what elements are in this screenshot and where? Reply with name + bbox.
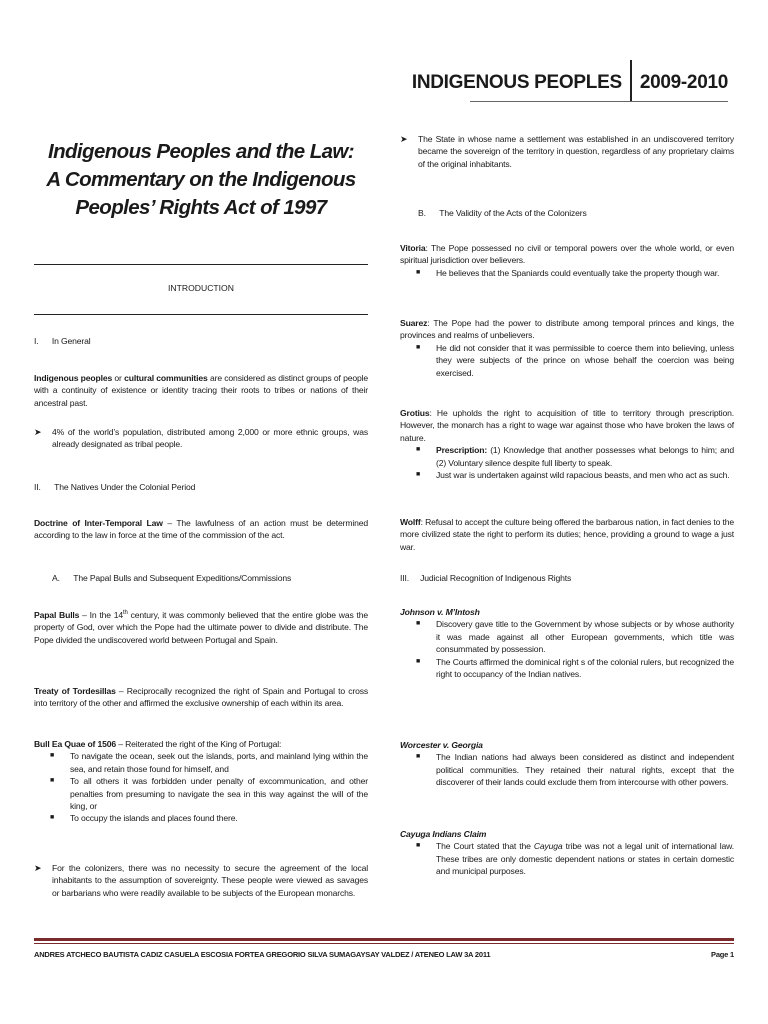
list-item: ■ To all others it was forbidden under penalty of excommunication, and other penalties from presuming to navigate the sea in this way against the will of the king, or — [34, 775, 368, 812]
title-rule-bottom — [34, 314, 368, 315]
subsection-heading-papal-bulls: A. The Papal Bulls and Subsequent Expeditions/Commissions — [52, 573, 292, 583]
paragraph-inter-temporal-law: Doctrine of Inter-Temporal Law – The lawfulness of an action must be determined according to the law in force at the time of the commission of the act. — [34, 518, 369, 541]
paragraph-treaty-tordesillas: Treaty of Tordesillas – Reciprocally recognized the right of Spain and Portugal to cross into territory of the other and affirmed the exclusive ownership of each within its area. — [34, 686, 368, 709]
arrow-item-population: ➤ 4% of the world’s population, distributed among 2,000 or more ethnic groups, was already designated as tribal people. — [34, 427, 368, 450]
section-heading-colonial: II. The Natives Under the Colonial Period — [34, 482, 196, 492]
title-line-2: A Commentary on the Indigenous — [46, 168, 356, 191]
list-item: ■ Discovery gave title to the Government by whose subjects or by whose authority it was made against all other European governments, which title was consummated by possession. — [400, 618, 734, 655]
section-heading-judicial: III. Judicial Recognition of Indigenous Rights — [400, 573, 572, 583]
arrow-bullet-icon: ➤ — [400, 134, 408, 144]
paragraph-indigenous-peoples: Indigenous peoples or cultural communities are considered as distinct groups of people with a continuity of existence or identity tracing their roots to tribes or nations of their ancestral past. — [34, 373, 368, 408]
footer-rule-thick — [34, 938, 734, 941]
page-number: Page 1 — [711, 950, 734, 959]
square-bullet-icon: ■ — [415, 842, 421, 850]
case-title: Cayuga Indians Claim — [400, 829, 487, 839]
arrow-bullet-icon: ➤ — [34, 427, 42, 437]
square-bullet-icon: ■ — [415, 657, 421, 665]
list-item: ■ The Courts affirmed the dominical right s of the colonial rulers, but recognized the right to occupancy of the Indian natives. — [400, 656, 734, 681]
square-bullet-icon: ■ — [415, 753, 421, 761]
paragraph-wolff: Wolff: Refusal to accept the culture being offered the barbarous nation, in fact denies to the more civilized state the right to perform its duties; hence, providing a ground to wage a just war. — [400, 517, 734, 552]
case-cayuga-indians-claim — [400, 828, 734, 878]
arrow-item-colonizers: ➤ For the colonizers, there was no necessity to secure the agreement of the local inhabitants to the assumption of sovereignty. These people were viewed as savages or barbarians who were readily available to be subjects of the European monarchs. — [34, 863, 368, 898]
page-footer — [34, 950, 734, 959]
case-title: Worcester v. Georgia — [400, 740, 483, 750]
paragraph-papal-bulls: Papal Bulls – In the 14th century, it was commonly believed that the entire globe was the property of God, over which the Pope had the ultimate power to divide and distribute. The Pope divided the undiscovered world between Portugal and Spain. — [34, 609, 368, 645]
square-bullet-icon: ■ — [49, 777, 55, 785]
list-item: ■ The Indian nations had always been considered as distinct and independent political communities. They retained their natural rights, except that the discoverer of their lands could exclude them from intercourse with other powers. — [400, 751, 734, 788]
footer-rule-thin — [34, 943, 734, 944]
list-item: ■ The Court stated that the Cayuga tribe was not a legal unit of international law. These tribes are only domestic dependent nations or states in certain domestic and municipal purposes. — [400, 840, 734, 877]
list-item: ■ To occupy the islands and places found there. — [34, 812, 368, 824]
arrow-item-state-sovereign: ➤ The State in whose name a settlement was established in an undiscovered territory became the sovereign of the territory in question, regardless of any proprietary claims of the original inhabitants. — [400, 134, 734, 169]
document-title — [34, 138, 368, 222]
list-item: ■ Prescription: (1) Knowledge that another possesses what belongs to him; and (2) Voluntary silence despite full liberty to speak. — [400, 444, 734, 469]
paragraph-vitoria: Vitoria: The Pope possessed no civil or temporal powers over the whole world, or even spiritual jurisdiction over believers. ■ He believes that the Spaniards could eventually take the property though war. — [400, 243, 734, 278]
term-indigenous-peoples: Indigenous peoples — [34, 373, 113, 383]
section-heading-general: I. In General — [34, 336, 91, 346]
square-bullet-icon: ■ — [415, 471, 421, 479]
subsection-heading-validity: B. The Validity of the Acts of the Colonizers — [418, 208, 587, 218]
square-bullet-icon: ■ — [49, 752, 55, 760]
term-cultural-communities: cultural communities — [124, 373, 208, 383]
case-title: Johnson v. M’Intosh — [400, 607, 480, 617]
footer-authors: ANDRES ATCHECO BAUTISTA CADIZ CASUELA ESCOSIA FORTEA GREGORIO SILVA SUMAGAYSAY VALDEZ / ATENEO LAW 3A 2011 — [34, 950, 491, 959]
header-rule — [470, 101, 728, 102]
square-bullet-icon: ■ — [415, 343, 421, 351]
title-line-1: Indigenous Peoples and the Law: — [47, 140, 355, 163]
paragraph-grotius: Grotius: He upholds the right to acquisition of title to territory through prescription. However, the monarch has a right to wage war against those who have broken the laws of nature. ■ Prescription: (1) Knowledge that another possesses what belongs to him; and (2) Voluntary silence despite full liberty to speak. ■ Just war is undertaken against wild rapacious beasts, and men who act as such. — [400, 408, 734, 481]
case-worcester-v-georgia — [400, 739, 734, 789]
list-item: ■ He believes that the Spaniards could eventually take the property though war. — [400, 267, 734, 279]
title-rule-top — [34, 264, 368, 265]
list-item: ■ Just war is undertaken against wild rapacious beasts, and men who act as such. — [400, 469, 734, 481]
paragraph-suarez: Suarez: The Pope had the power to distribute among temporal princes and kings, the provinces and realms of unbelievers. ■ He did not consider that it was permissible to coerce them into believing, unless they were subjects of the prince on whose behalf the coercion was being exercised. — [400, 318, 734, 378]
square-bullet-icon: ■ — [415, 620, 421, 628]
list-item: ■ He did not consider that it was permissible to coerce them into believing, unless they were subjects of the prince on whose behalf the coercion was being exercised. — [400, 342, 734, 379]
running-header — [412, 60, 728, 102]
arrow-bullet-icon: ➤ — [34, 863, 42, 873]
header-title: INDIGENOUS PEOPLES — [411, 72, 622, 93]
list-item: ■ To navigate the ocean, seek out the islands, ports, and mainland lying within the sea, and retain those found for himself, and — [34, 750, 368, 775]
square-bullet-icon: ■ — [415, 268, 421, 276]
square-bullet-icon: ■ — [49, 814, 55, 822]
square-bullet-icon: ■ — [415, 446, 421, 454]
case-johnson-v-mintosh — [400, 606, 734, 680]
paragraph-bull-ea-quae: Bull Ea Quae of 1506 – Reiterated the right of the King of Portugal: ■ To navigate the ocean, seek out the islands, ports, and mainland lying within the sea, and retain those found for himself, and ■ To all others it was forbidden under penalty of excommunication, and other penalties from presuming to navigate the sea in this way against the will of the king, or ■ To occupy the islands and places found there. — [34, 739, 368, 824]
bull-ea-quae-list — [34, 750, 368, 824]
introduction-heading: INTRODUCTION — [168, 283, 234, 293]
header-year: 2009-2010 — [639, 72, 728, 93]
title-line-3: Peoples’ Rights Act of 1997 — [75, 196, 327, 219]
